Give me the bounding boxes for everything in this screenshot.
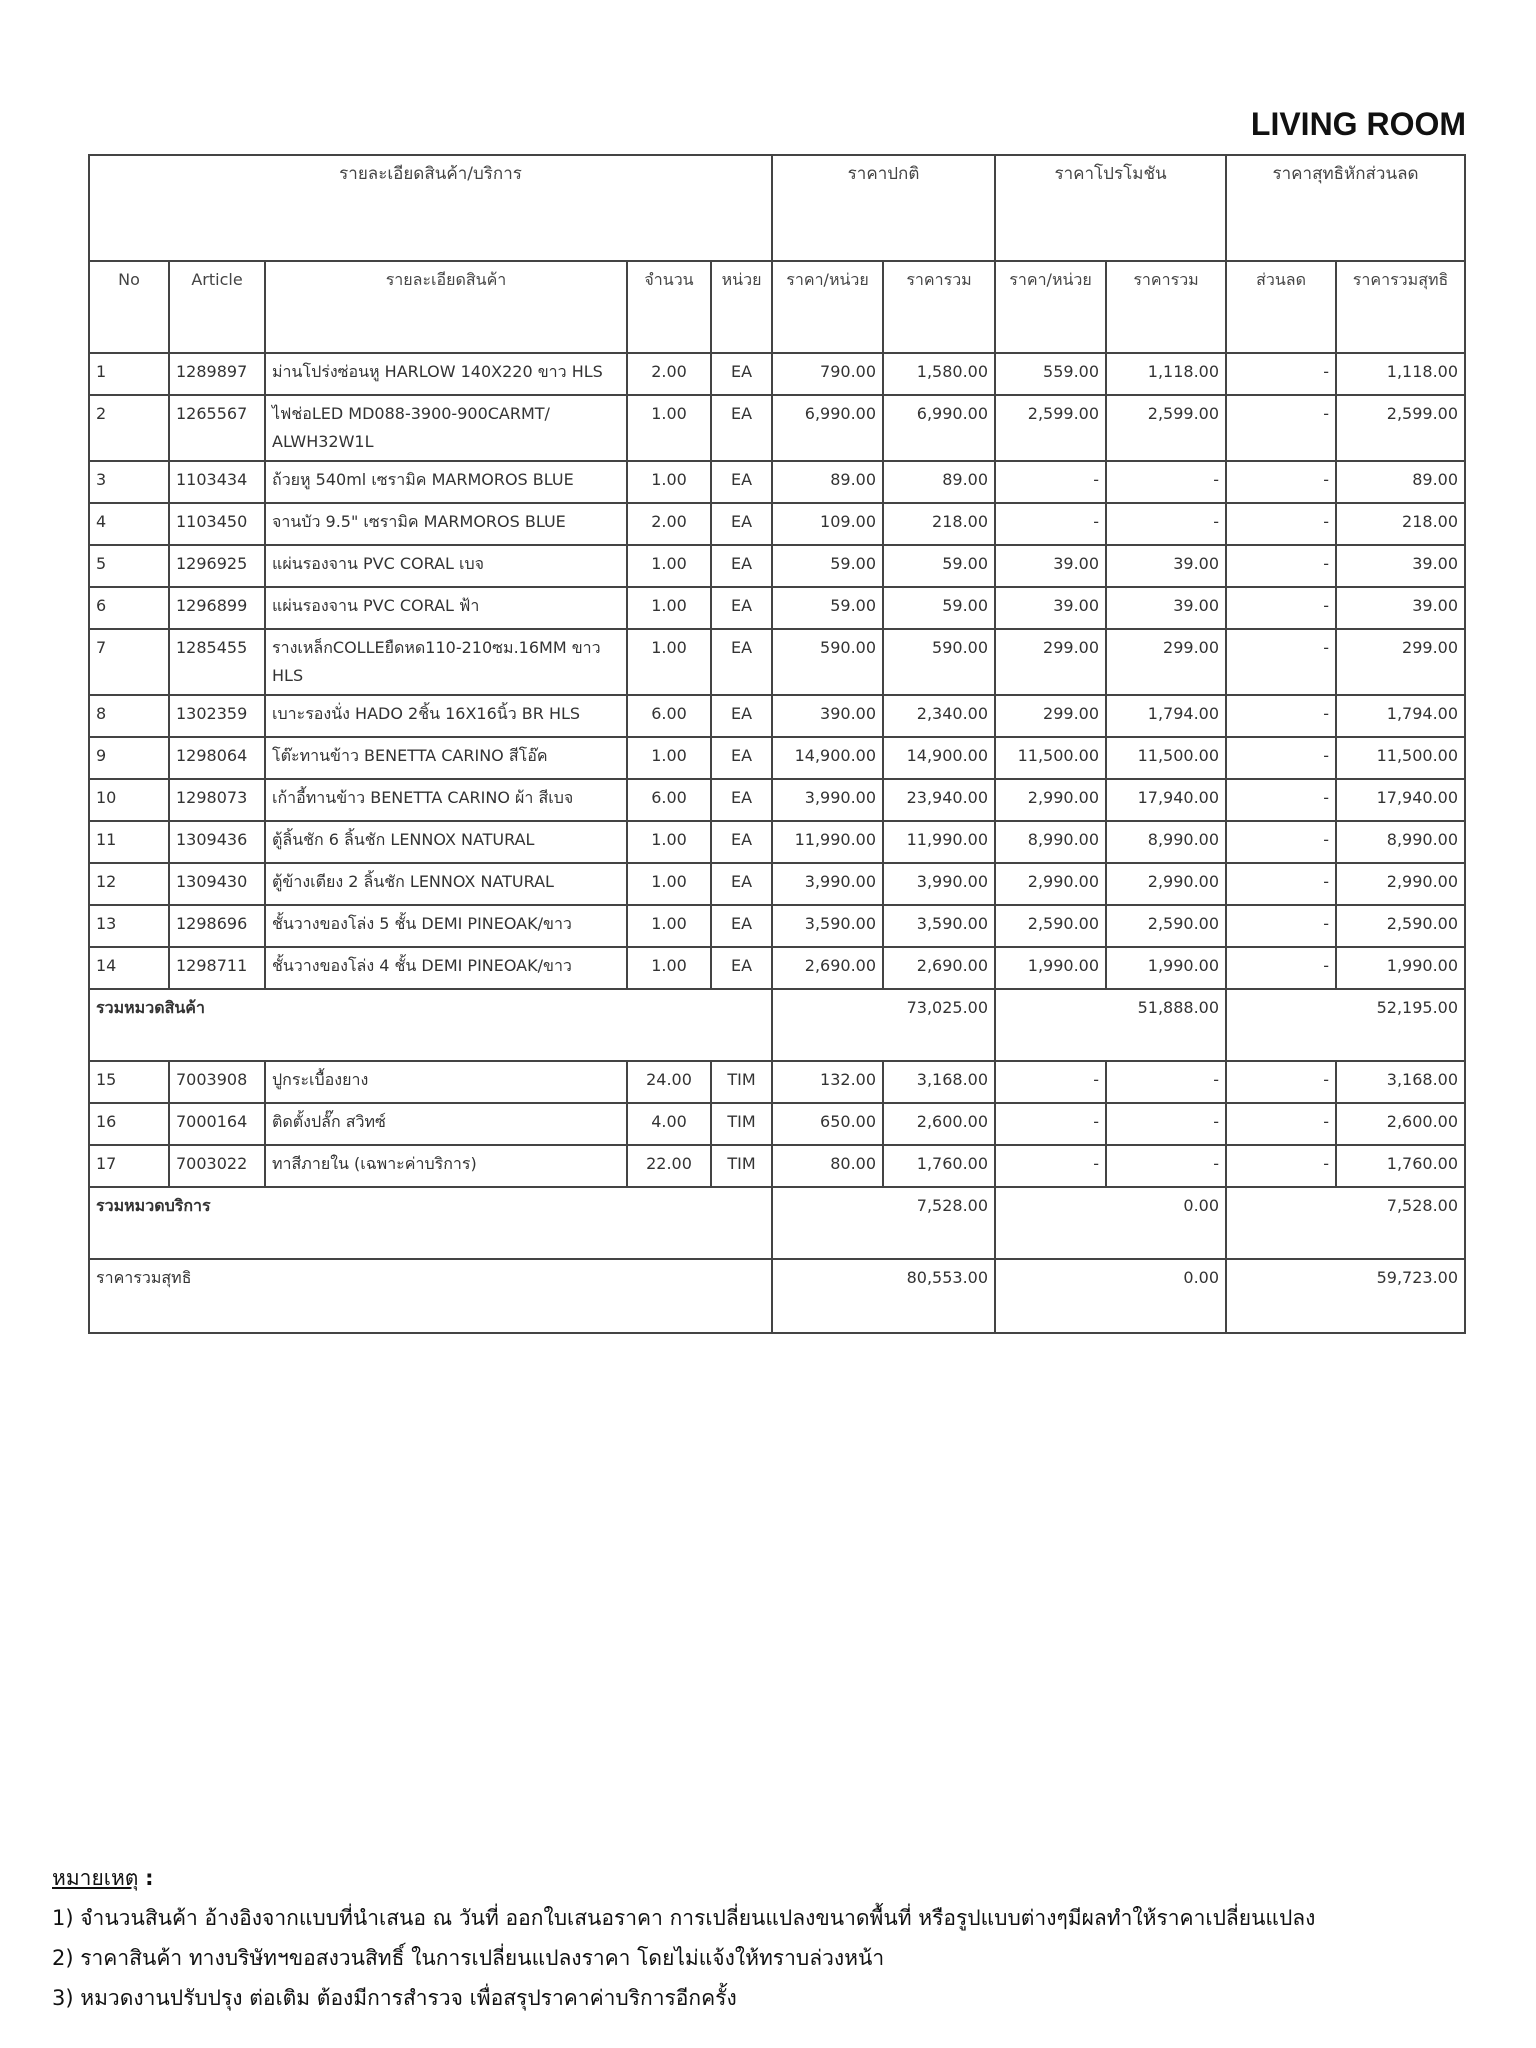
- item-description: เก้าอี้ทานข้าว BENETTA CARINO ผ้า สีเบจ: [265, 779, 627, 821]
- table-row: [89, 821, 1465, 863]
- item-unit-price: 11,990.00: [772, 821, 883, 863]
- item-total: 89.00: [883, 461, 995, 503]
- item-unit: EA: [711, 863, 772, 905]
- item-unit: EA: [711, 503, 772, 545]
- item-promo-total: 8,990.00: [1106, 821, 1226, 863]
- item-net-total: 299.00: [1336, 629, 1465, 695]
- item-promo-unit-price: -: [995, 461, 1106, 503]
- item-discount: -: [1226, 863, 1336, 905]
- item-total: 14,900.00: [883, 737, 995, 779]
- item-no: 14: [89, 947, 169, 989]
- item-no: 16: [89, 1103, 169, 1145]
- item-promo-unit-price: 2,990.00: [995, 779, 1106, 821]
- item-no: 11: [89, 821, 169, 863]
- item-promo-total: 39.00: [1106, 545, 1226, 587]
- item-unit: TIM: [711, 1061, 772, 1103]
- table-row: [89, 629, 1465, 695]
- item-unit-price: 2,690.00: [772, 947, 883, 989]
- item-unit: EA: [711, 947, 772, 989]
- item-unit: EA: [711, 905, 772, 947]
- item-description: ตู้ลิ้นชัก 6 ลิ้นชัก LENNOX NATURAL: [265, 821, 627, 863]
- product-rows: [89, 353, 1465, 989]
- item-promo-unit-price: -: [995, 1103, 1106, 1145]
- item-no: 15: [89, 1061, 169, 1103]
- item-article: 1285455: [169, 629, 265, 695]
- item-unit: EA: [711, 821, 772, 863]
- item-qty: 2.00: [627, 503, 711, 545]
- header-column-row: [89, 261, 1465, 353]
- item-net-total: 1,760.00: [1336, 1145, 1465, 1187]
- item-article: 1103434: [169, 461, 265, 503]
- col-qty-header: จำนวน: [627, 261, 711, 353]
- item-unit-price: 89.00: [772, 461, 883, 503]
- notes-heading: [52, 1858, 1492, 1898]
- item-qty: 24.00: [627, 1061, 711, 1103]
- table-row: [89, 905, 1465, 947]
- item-net-total: 8,990.00: [1336, 821, 1465, 863]
- item-description: ชั้นวางของโล่ง 4 ชั้น DEMI PINEOAK/ขาว: [265, 947, 627, 989]
- item-promo-total: -: [1106, 1145, 1226, 1187]
- item-qty: 1.00: [627, 947, 711, 989]
- item-promo-unit-price: -: [995, 503, 1106, 545]
- item-promo-unit-price: 2,990.00: [995, 863, 1106, 905]
- item-qty: 1.00: [627, 821, 711, 863]
- item-promo-total: -: [1106, 1061, 1226, 1103]
- table-row: [89, 1145, 1465, 1187]
- item-article: 7003022: [169, 1145, 265, 1187]
- item-discount: -: [1226, 395, 1336, 461]
- item-no: 7: [89, 629, 169, 695]
- item-unit-price: 590.00: [772, 629, 883, 695]
- item-promo-total: 1,794.00: [1106, 695, 1226, 737]
- item-unit-price: 109.00: [772, 503, 883, 545]
- item-description: ปูกระเบื้องยาง: [265, 1061, 627, 1103]
- table-row: [89, 503, 1465, 545]
- item-promo-total: 11,500.00: [1106, 737, 1226, 779]
- grand-total-label: ราคารวมสุทธิ: [89, 1259, 772, 1333]
- item-description: เบาะรองนั่ง HADO 2ชิ้น 16X16นิ้ว BR HLS: [265, 695, 627, 737]
- item-net-total: 218.00: [1336, 503, 1465, 545]
- item-net-total: 39.00: [1336, 545, 1465, 587]
- item-qty: 4.00: [627, 1103, 711, 1145]
- item-discount: -: [1226, 545, 1336, 587]
- item-discount: -: [1226, 503, 1336, 545]
- page-title: LIVING ROOM: [1250, 106, 1466, 142]
- products-summary-regular: 73,025.00: [772, 989, 995, 1061]
- item-qty: 6.00: [627, 695, 711, 737]
- item-unit: EA: [711, 587, 772, 629]
- item-net-total: 17,940.00: [1336, 779, 1465, 821]
- item-promo-unit-price: 2,599.00: [995, 395, 1106, 461]
- services-summary-regular: 7,528.00: [772, 1187, 995, 1259]
- item-discount: -: [1226, 1145, 1336, 1187]
- item-description: ตู้ข้างเตียง 2 ลิ้นชัก LENNOX NATURAL: [265, 863, 627, 905]
- item-article: 1296899: [169, 587, 265, 629]
- item-total: 1,760.00: [883, 1145, 995, 1187]
- item-no: 12: [89, 863, 169, 905]
- item-unit-price: 650.00: [772, 1103, 883, 1145]
- products-summary-row: [89, 989, 1465, 1061]
- item-discount: -: [1226, 353, 1336, 395]
- item-article: 1309430: [169, 863, 265, 905]
- item-unit: TIM: [711, 1145, 772, 1187]
- table-row: [89, 863, 1465, 905]
- item-promo-total: -: [1106, 1103, 1226, 1145]
- item-no: 17: [89, 1145, 169, 1187]
- item-total: 2,690.00: [883, 947, 995, 989]
- item-unit: EA: [711, 461, 772, 503]
- item-promo-unit-price: 1,990.00: [995, 947, 1106, 989]
- item-qty: 1.00: [627, 395, 711, 461]
- note-line: 1) จำนวนสินค้า อ้างอิงจากแบบที่นำเสนอ ณ วันที่ ออกใบเสนอราคา การเปลี่ยนแปลงขนาดพื้นที่ หรือรูปแบบต่างๆมีผลทำให้ราคาเปลี่ยนแปลง: [52, 1906, 1316, 1930]
- item-net-total: 2,590.00: [1336, 905, 1465, 947]
- item-article: 7000164: [169, 1103, 265, 1145]
- header-group-row: [89, 155, 1465, 261]
- item-total: 218.00: [883, 503, 995, 545]
- item-unit: EA: [711, 737, 772, 779]
- item-discount: -: [1226, 779, 1336, 821]
- item-no: 6: [89, 587, 169, 629]
- item-qty: 1.00: [627, 461, 711, 503]
- service-rows: [89, 1061, 1465, 1187]
- item-total: 6,990.00: [883, 395, 995, 461]
- item-qty: 1.00: [627, 629, 711, 695]
- item-description: จานบัว 9.5" เซรามิค MARMOROS BLUE: [265, 503, 627, 545]
- item-article: 1289897: [169, 353, 265, 395]
- item-total: 3,590.00: [883, 905, 995, 947]
- item-promo-total: -: [1106, 503, 1226, 545]
- item-promo-total: 17,940.00: [1106, 779, 1226, 821]
- table-row: [89, 737, 1465, 779]
- header-group-promo: ราคาโปรโมชัน: [995, 155, 1226, 261]
- products-summary-net: 52,195.00: [1226, 989, 1465, 1061]
- note-line: 2) ราคาสินค้า ทางบริษัทฯขอสงวนสิทธิ์ ในการเปลี่ยนแปลงราคา โดยไม่แจ้งให้ทราบล่วงหน้า: [52, 1946, 885, 1970]
- item-discount: -: [1226, 737, 1336, 779]
- table-row: [89, 779, 1465, 821]
- item-unit-price: 59.00: [772, 545, 883, 587]
- item-no: 4: [89, 503, 169, 545]
- header-group-net: ราคาสุทธิหักส่วนลด: [1226, 155, 1465, 261]
- item-no: 2: [89, 395, 169, 461]
- table-row: [89, 1103, 1465, 1145]
- header-group-regular: ราคาปกติ: [772, 155, 995, 261]
- table-row: [89, 695, 1465, 737]
- item-net-total: 3,168.00: [1336, 1061, 1465, 1103]
- item-net-total: 1,118.00: [1336, 353, 1465, 395]
- grand-total-row: [89, 1259, 1465, 1333]
- item-promo-unit-price: 2,590.00: [995, 905, 1106, 947]
- services-summary-row: [89, 1187, 1465, 1259]
- item-unit: EA: [711, 395, 772, 461]
- item-unit: EA: [711, 629, 772, 695]
- notes-section: [52, 1858, 1492, 2018]
- item-unit-price: 59.00: [772, 587, 883, 629]
- item-unit-price: 3,990.00: [772, 863, 883, 905]
- item-promo-unit-price: 299.00: [995, 695, 1106, 737]
- header-group-detail: รายละเอียดสินค้า/บริการ: [89, 155, 772, 261]
- item-no: 9: [89, 737, 169, 779]
- table-row: [89, 587, 1465, 629]
- item-total: 3,168.00: [883, 1061, 995, 1103]
- item-promo-unit-price: -: [995, 1145, 1106, 1187]
- item-promo-unit-price: 8,990.00: [995, 821, 1106, 863]
- item-article: 1298711: [169, 947, 265, 989]
- item-no: 5: [89, 545, 169, 587]
- item-qty: 6.00: [627, 779, 711, 821]
- item-qty: 1.00: [627, 737, 711, 779]
- table-row: [89, 1061, 1465, 1103]
- item-net-total: 89.00: [1336, 461, 1465, 503]
- item-total: 3,990.00: [883, 863, 995, 905]
- item-article: 1265567: [169, 395, 265, 461]
- item-unit-price: 3,990.00: [772, 779, 883, 821]
- col-net-total-header: ราคารวมสุทธิ: [1336, 261, 1465, 353]
- item-discount: -: [1226, 695, 1336, 737]
- item-total: 1,580.00: [883, 353, 995, 395]
- item-article: 1302359: [169, 695, 265, 737]
- item-article: 1309436: [169, 821, 265, 863]
- grand-total-promo: 0.00: [995, 1259, 1226, 1333]
- col-promo-total-header: ราคารวม: [1106, 261, 1226, 353]
- item-discount: -: [1226, 1103, 1336, 1145]
- item-promo-unit-price: 39.00: [995, 587, 1106, 629]
- item-net-total: 1,990.00: [1336, 947, 1465, 989]
- item-description: ติดตั้งปลั๊ก สวิทซ์: [265, 1103, 627, 1145]
- item-discount: -: [1226, 461, 1336, 503]
- item-discount: -: [1226, 821, 1336, 863]
- item-unit-price: 390.00: [772, 695, 883, 737]
- item-article: 1103450: [169, 503, 265, 545]
- item-description: ทาสีภายใน (เฉพาะค่าบริการ): [265, 1145, 627, 1187]
- item-net-total: 2,599.00: [1336, 395, 1465, 461]
- item-qty: 1.00: [627, 863, 711, 905]
- item-unit: EA: [711, 353, 772, 395]
- item-net-total: 2,990.00: [1336, 863, 1465, 905]
- item-promo-total: 1,990.00: [1106, 947, 1226, 989]
- item-qty: 22.00: [627, 1145, 711, 1187]
- item-no: 3: [89, 461, 169, 503]
- item-promo-unit-price: 299.00: [995, 629, 1106, 695]
- item-unit-price: 6,990.00: [772, 395, 883, 461]
- item-promo-total: -: [1106, 461, 1226, 503]
- item-total: 590.00: [883, 629, 995, 695]
- grand-total-net: 59,723.00: [1226, 1259, 1465, 1333]
- item-article: 1298064: [169, 737, 265, 779]
- item-total: 59.00: [883, 587, 995, 629]
- col-discount-header: ส่วนลด: [1226, 261, 1336, 353]
- item-discount: -: [1226, 947, 1336, 989]
- item-description: ม่านโปร่งซ่อนหู HARLOW 140X220 ขาว HLS: [265, 353, 627, 395]
- services-summary-net: 7,528.00: [1226, 1187, 1465, 1259]
- item-no: 8: [89, 695, 169, 737]
- notes-colon: :: [145, 1866, 154, 1890]
- quotation-table: [88, 154, 1466, 1334]
- item-description: แผ่นรองจาน PVC CORAL ฟ้า: [265, 587, 627, 629]
- note-line: 3) หมวดงานปรับปรุง ต่อเติม ต้องมีการสำรวจ เพื่อสรุปราคาค่าบริการอีกครั้ง: [52, 1986, 737, 2010]
- item-unit-price: 3,590.00: [772, 905, 883, 947]
- item-article: 1298696: [169, 905, 265, 947]
- item-unit-price: 132.00: [772, 1061, 883, 1103]
- item-promo-total: 1,118.00: [1106, 353, 1226, 395]
- products-summary-promo: 51,888.00: [995, 989, 1226, 1061]
- col-no-header: No: [89, 261, 169, 353]
- item-no: 13: [89, 905, 169, 947]
- item-article: 1298073: [169, 779, 265, 821]
- products-summary-label: รวมหมวดสินค้า: [89, 989, 772, 1061]
- item-description: ไฟช่อLED MD088-3900-900CARMT/ ALWH32W1L: [265, 395, 627, 461]
- item-discount: -: [1226, 629, 1336, 695]
- item-unit: EA: [711, 695, 772, 737]
- item-promo-total: 2,990.00: [1106, 863, 1226, 905]
- item-article: 1296925: [169, 545, 265, 587]
- item-promo-total: 2,590.00: [1106, 905, 1226, 947]
- item-unit-price: 14,900.00: [772, 737, 883, 779]
- item-qty: 1.00: [627, 545, 711, 587]
- item-unit: EA: [711, 545, 772, 587]
- item-no: 1: [89, 353, 169, 395]
- item-promo-unit-price: 11,500.00: [995, 737, 1106, 779]
- item-unit: EA: [711, 779, 772, 821]
- item-description: โต๊ะทานข้าว BENETTA CARINO สีโอ๊ค: [265, 737, 627, 779]
- item-total: 2,340.00: [883, 695, 995, 737]
- item-qty: 1.00: [627, 905, 711, 947]
- item-discount: -: [1226, 587, 1336, 629]
- item-promo-total: 39.00: [1106, 587, 1226, 629]
- item-promo-unit-price: -: [995, 1061, 1106, 1103]
- item-total: 11,990.00: [883, 821, 995, 863]
- table-row: [89, 545, 1465, 587]
- table-row: [89, 461, 1465, 503]
- col-promo-unit-price-header: ราคา/หน่วย: [995, 261, 1106, 353]
- item-description: รางเหล็กCOLLEยืดหด110-210ซม.16MM ขาว HLS: [265, 629, 627, 695]
- grand-total-regular: 80,553.00: [772, 1259, 995, 1333]
- table-row: [89, 395, 1465, 461]
- item-net-total: 11,500.00: [1336, 737, 1465, 779]
- item-description: ชั้นวางของโล่ง 5 ชั้น DEMI PINEOAK/ขาว: [265, 905, 627, 947]
- item-promo-unit-price: 559.00: [995, 353, 1106, 395]
- item-unit: TIM: [711, 1103, 772, 1145]
- col-unit-price-header: ราคา/หน่วย: [772, 261, 883, 353]
- item-description: แผ่นรองจาน PVC CORAL เบจ: [265, 545, 627, 587]
- item-total: 2,600.00: [883, 1103, 995, 1145]
- item-promo-total: 2,599.00: [1106, 395, 1226, 461]
- col-unit-header: หน่วย: [711, 261, 772, 353]
- item-total: 23,940.00: [883, 779, 995, 821]
- item-unit-price: 790.00: [772, 353, 883, 395]
- notes-title: หมายเหตุ: [52, 1866, 139, 1890]
- table-row: [89, 353, 1465, 395]
- item-qty: 1.00: [627, 587, 711, 629]
- item-qty: 2.00: [627, 353, 711, 395]
- item-net-total: 1,794.00: [1336, 695, 1465, 737]
- item-no: 10: [89, 779, 169, 821]
- item-total: 59.00: [883, 545, 995, 587]
- item-discount: -: [1226, 1061, 1336, 1103]
- item-unit-price: 80.00: [772, 1145, 883, 1187]
- table-row: [89, 947, 1465, 989]
- item-description: ถ้วยหู 540ml เซรามิค MARMOROS BLUE: [265, 461, 627, 503]
- services-summary-promo: 0.00: [995, 1187, 1226, 1259]
- item-discount: -: [1226, 905, 1336, 947]
- col-article-header: Article: [169, 261, 265, 353]
- services-summary-label: รวมหมวดบริการ: [89, 1187, 772, 1259]
- item-promo-unit-price: 39.00: [995, 545, 1106, 587]
- col-total-header: ราคารวม: [883, 261, 995, 353]
- item-net-total: 39.00: [1336, 587, 1465, 629]
- item-article: 7003908: [169, 1061, 265, 1103]
- item-promo-total: 299.00: [1106, 629, 1226, 695]
- item-net-total: 2,600.00: [1336, 1103, 1465, 1145]
- col-detail-header: รายละเอียดสินค้า: [265, 261, 627, 353]
